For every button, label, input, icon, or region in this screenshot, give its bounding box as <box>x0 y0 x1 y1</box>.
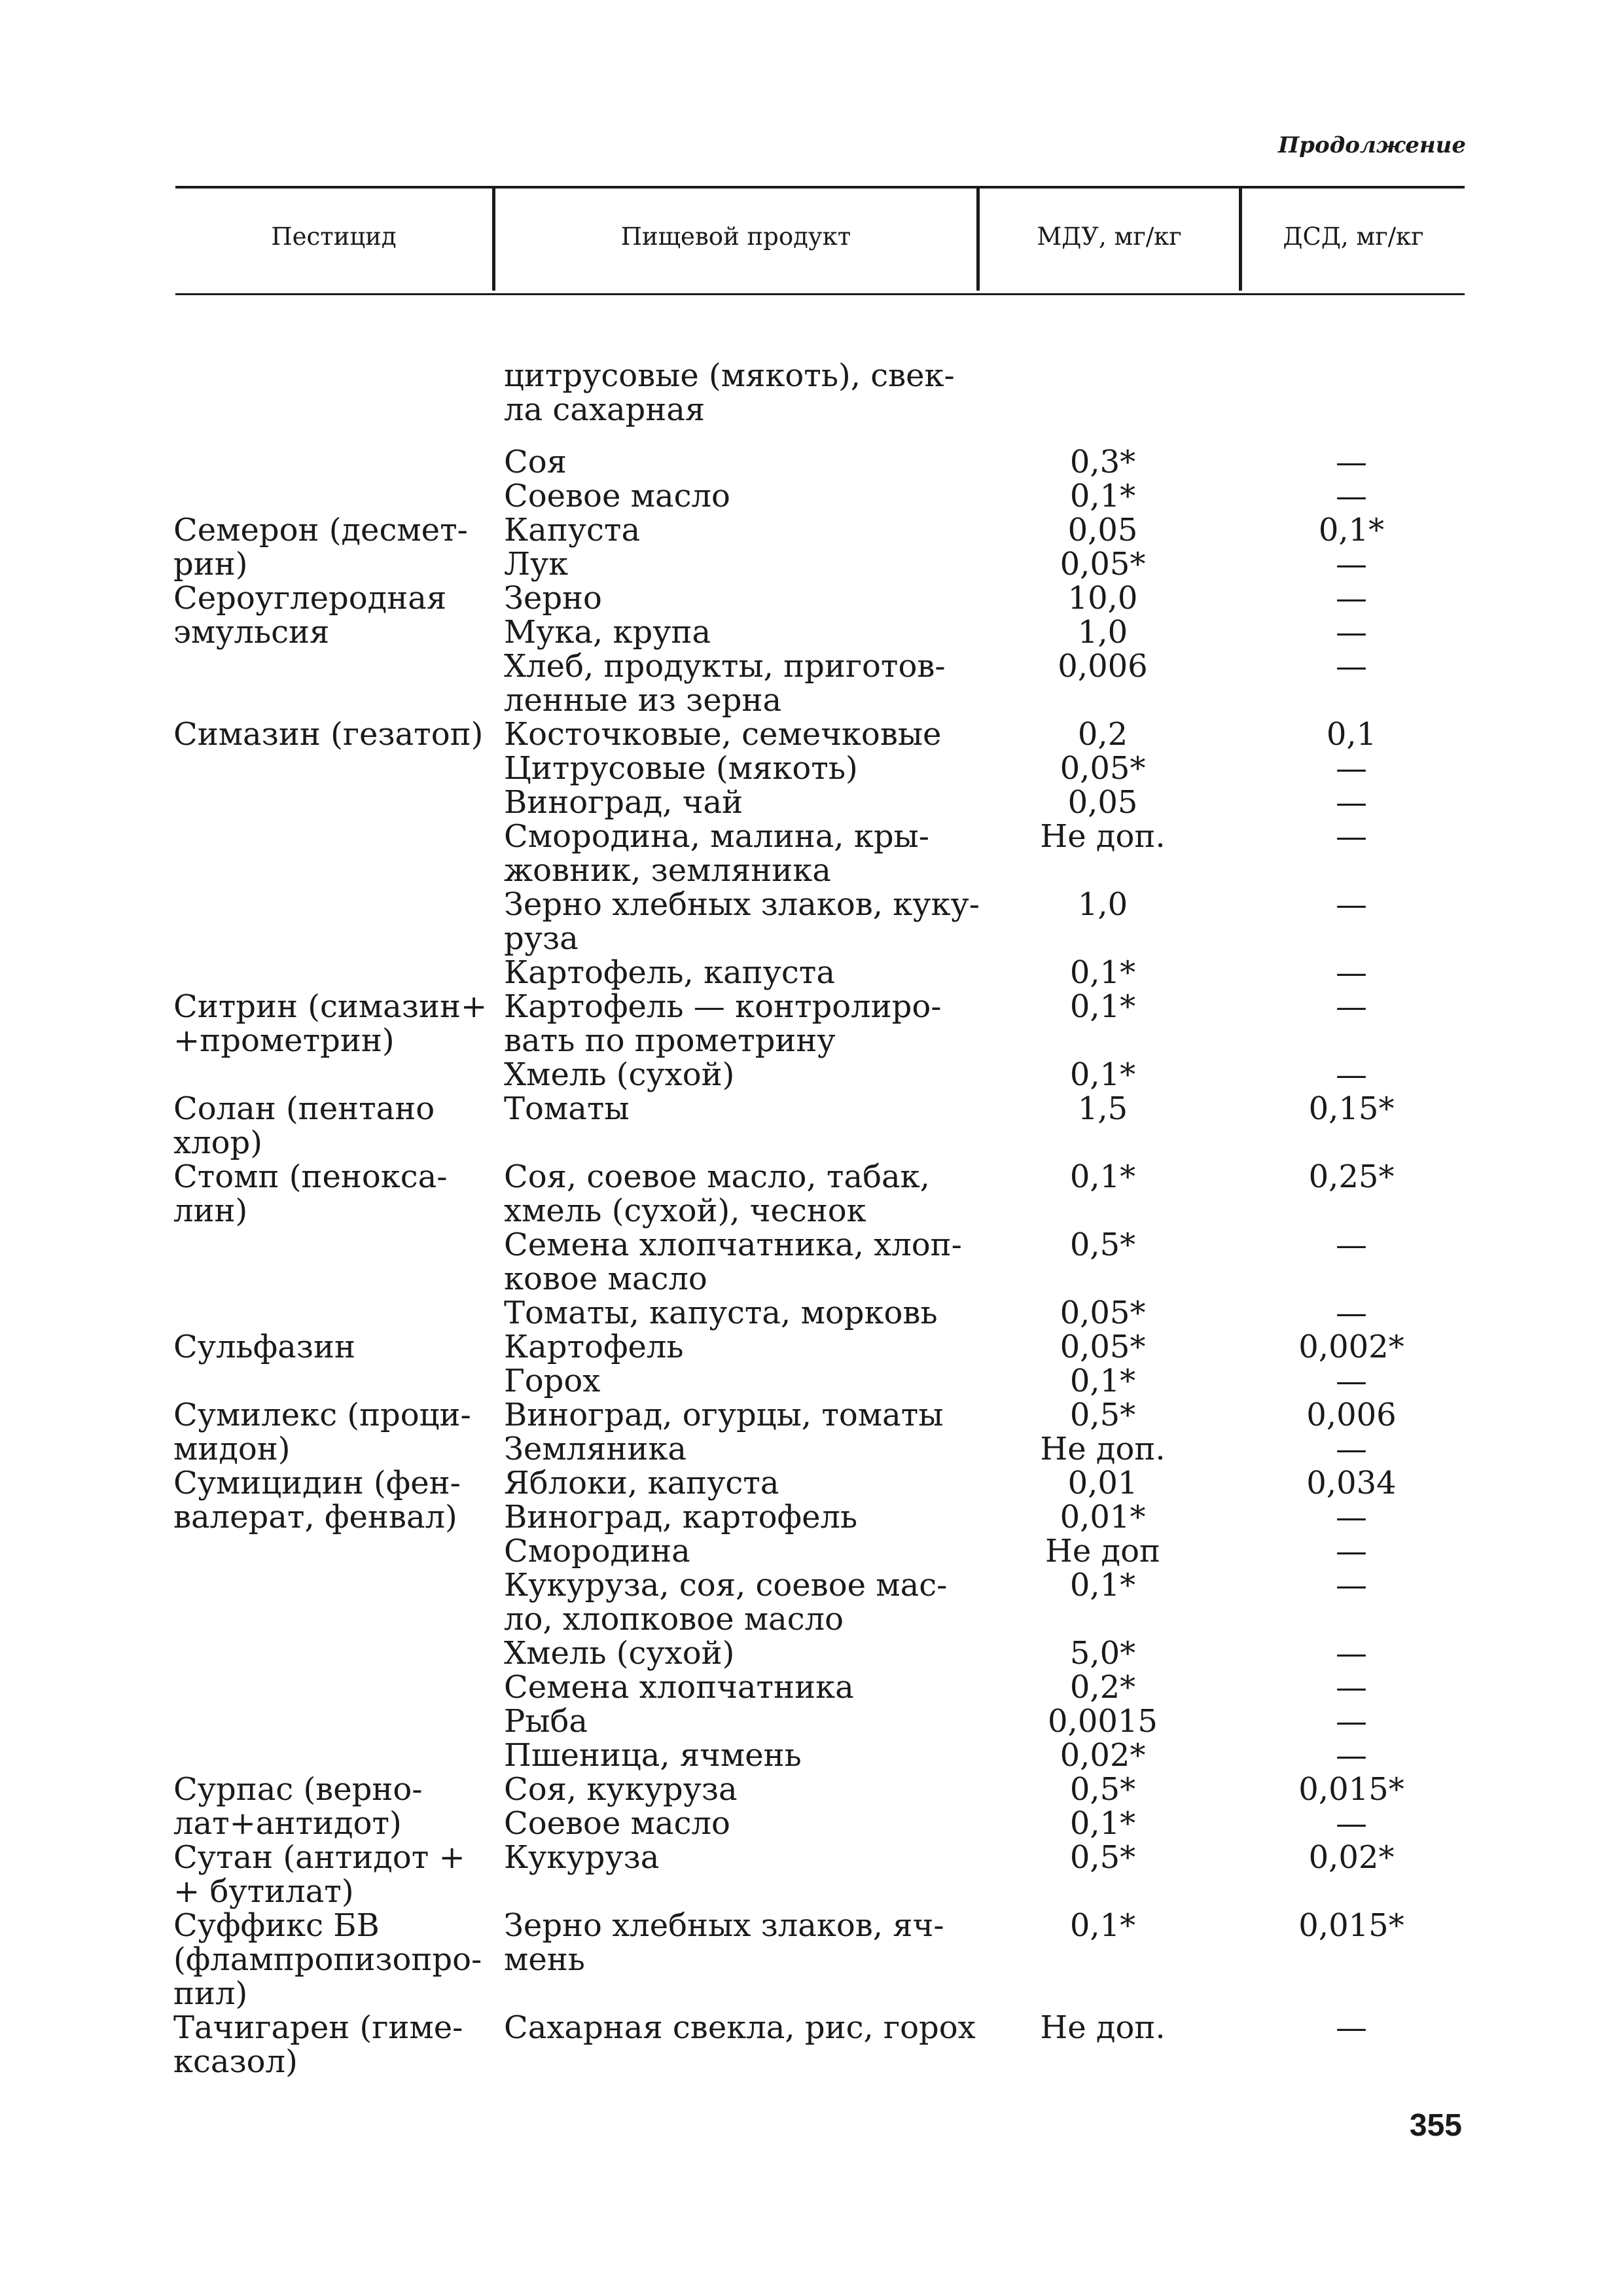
dsd-cell: — <box>1336 784 1367 821</box>
dsd-cell: 0,034 <box>1306 1465 1397 1501</box>
food-product-cell: Картофель, капуста <box>504 954 835 991</box>
mdu-cell: 0,05* <box>1060 1329 1146 1365</box>
dsd-cell: — <box>1336 1805 1367 1842</box>
mdu-cell: 0,01 <box>1067 1465 1138 1501</box>
food-product-cell: Кукуруза <box>504 1839 660 1876</box>
food-product-cell: Цитрусовые (мякоть) <box>504 750 858 787</box>
food-product-cell: Зерно <box>504 580 602 617</box>
dsd-cell: — <box>1336 444 1367 480</box>
food-product-cell: Соя, кукуруза <box>504 1771 738 1808</box>
pesticide-cell: Стомп (пенокса- лин) <box>173 1158 448 1229</box>
food-product-cell: Виноград, картофель <box>504 1499 858 1535</box>
mdu-cell: 0,05* <box>1060 1295 1146 1331</box>
pesticide-cell: Солан (пентано хлор) <box>173 1090 435 1161</box>
mdu-cell: Не доп <box>1045 1533 1160 1570</box>
dsd-cell: — <box>1336 1737 1367 1774</box>
food-product-cell: Яблоки, капуста <box>504 1465 779 1501</box>
pesticide-cell: Суффикс БВ (флампропизопро- пил) <box>173 1907 482 2012</box>
mdu-cell: 0,5* <box>1069 1839 1136 1876</box>
food-product-cell: Зерно хлебных злаков, яч- мень <box>504 1907 944 1978</box>
mdu-cell: Не доп. <box>1040 2009 1166 2046</box>
dsd-cell: — <box>1336 1533 1367 1570</box>
dsd-cell: 0,25* <box>1308 1158 1395 1195</box>
continuation-label: Продолжение <box>1278 132 1466 158</box>
dsd-cell: 0,02* <box>1308 1839 1395 1876</box>
dsd-cell: 0,15* <box>1308 1090 1395 1127</box>
header-mdu: МДУ, мг/кг <box>1037 223 1182 251</box>
pesticide-cell: Сурпас (верно- лат+антидот) <box>173 1771 423 1842</box>
food-product-cell: Соевое масло <box>504 478 730 514</box>
dsd-cell: — <box>1336 2009 1367 2046</box>
dsd-cell: — <box>1336 1499 1367 1535</box>
food-product-cell: Соя <box>504 444 567 480</box>
mdu-cell: 0,5* <box>1069 1397 1136 1433</box>
pesticide-cell: Сероуглеродная эмульсия <box>173 580 447 651</box>
food-product-cell: Капуста <box>504 512 641 548</box>
dsd-cell: — <box>1336 1635 1367 1672</box>
food-product-cell: Томаты <box>504 1090 630 1127</box>
mdu-cell: 0,0015 <box>1048 1703 1158 1740</box>
mdu-cell: 5,0* <box>1069 1635 1136 1672</box>
food-product-cell: Смородина, малина, кры- жовник, земляника <box>504 818 929 889</box>
pesticide-cell: Тачигарен (гиме- ксазол) <box>173 2009 463 2080</box>
dsd-cell: — <box>1336 1567 1367 1604</box>
food-product-cell: Виноград, огурцы, томаты <box>504 1397 944 1433</box>
food-product-cell: цитрусовые (мякоть), свек- ла сахарная <box>504 357 955 428</box>
mdu-cell: 1,0 <box>1077 886 1128 923</box>
food-product-cell: Косточковые, семечковые <box>504 716 942 753</box>
food-product-cell: Соя, соевое масло, табак, хмель (сухой), чеснок <box>504 1158 930 1229</box>
pesticide-cell: Сульфазин <box>173 1329 355 1365</box>
dsd-cell: — <box>1336 648 1367 685</box>
food-product-cell: Горох <box>504 1363 601 1399</box>
food-product-cell: Соевое масло <box>504 1805 730 1842</box>
page-number: 355 <box>1409 2108 1462 2143</box>
dsd-cell: — <box>1336 988 1367 1025</box>
mdu-cell: 10,0 <box>1067 580 1138 617</box>
mdu-cell: 0,006 <box>1058 648 1148 685</box>
dsd-cell: — <box>1336 818 1367 855</box>
dsd-cell: — <box>1336 478 1367 514</box>
mdu-cell: 0,05 <box>1067 512 1138 548</box>
mdu-cell: 0,05* <box>1060 750 1146 787</box>
mdu-cell: 0,2 <box>1077 716 1128 753</box>
mdu-cell: 0,05* <box>1060 546 1146 583</box>
food-product-cell: Земляника <box>504 1431 687 1467</box>
food-product-cell: Сахарная свекла, рис, горох <box>504 2009 976 2046</box>
table-top-rule <box>175 186 1465 188</box>
header-pesticide: Пестицид <box>271 223 397 251</box>
food-product-cell: Лук <box>504 546 569 583</box>
dsd-cell: — <box>1336 614 1367 651</box>
dsd-cell: — <box>1336 1227 1367 1263</box>
dsd-cell: — <box>1336 1703 1367 1740</box>
mdu-cell: 0,02* <box>1060 1737 1146 1774</box>
mdu-cell: Не доп. <box>1040 818 1166 855</box>
dsd-cell: 0,006 <box>1306 1397 1397 1433</box>
header-dsd: ДСД, мг/кг <box>1283 223 1424 251</box>
dsd-cell: 0,015* <box>1298 1907 1404 1944</box>
dsd-cell: — <box>1336 954 1367 991</box>
mdu-cell: 0,1* <box>1069 954 1136 991</box>
food-product-cell: Мука, крупа <box>504 614 711 651</box>
mdu-cell: 0,1* <box>1069 988 1136 1025</box>
mdu-cell: 0,1* <box>1069 1567 1136 1604</box>
food-product-cell: Семена хлопчатника, хлоп- ковое масло <box>504 1227 962 1297</box>
food-product-cell: Рыба <box>504 1703 588 1740</box>
dsd-cell: — <box>1336 1056 1367 1093</box>
table-header-rule <box>175 293 1465 295</box>
pesticide-cell: Семерон (десмет- рин) <box>173 512 468 583</box>
mdu-cell: 1,5 <box>1077 1090 1128 1127</box>
dsd-cell: — <box>1336 750 1367 787</box>
mdu-cell: 1,0 <box>1077 614 1128 651</box>
pesticide-cell: Ситрин (симазин+ +прометрин) <box>173 988 488 1059</box>
dsd-cell: — <box>1336 1431 1367 1467</box>
pesticide-cell: Симазин (гезатоп) <box>173 716 484 753</box>
dsd-cell: — <box>1336 1669 1367 1706</box>
dsd-cell: — <box>1336 886 1367 923</box>
pesticide-cell: Сумицидин (фен- валерат, фенвал) <box>173 1465 461 1535</box>
dsd-cell: — <box>1336 1295 1367 1331</box>
mdu-cell: 0,5* <box>1069 1771 1136 1808</box>
mdu-cell: 0,05 <box>1067 784 1138 821</box>
pesticide-cell: Сумилекс (проци- мидон) <box>173 1397 471 1467</box>
food-product-cell: Пшеница, ячмень <box>504 1737 802 1774</box>
mdu-cell: 0,3* <box>1069 444 1136 480</box>
mdu-cell: 0,01* <box>1060 1499 1146 1535</box>
header-food-product: Пищевой продукт <box>620 223 851 251</box>
mdu-cell: 0,1* <box>1069 1158 1136 1195</box>
dsd-cell: 0,015* <box>1298 1771 1404 1808</box>
food-product-cell: Картофель <box>504 1329 684 1365</box>
mdu-cell: 0,1* <box>1069 478 1136 514</box>
mdu-cell: 0,2* <box>1069 1669 1136 1706</box>
food-product-cell: Хмель (сухой) <box>504 1635 735 1672</box>
dsd-cell: 0,1 <box>1326 716 1377 753</box>
food-product-cell: Виноград, чай <box>504 784 743 821</box>
pesticide-cell: Сутан (антидот + + бутилат) <box>173 1839 465 1910</box>
mdu-cell: 0,1* <box>1069 1363 1136 1399</box>
dsd-cell: — <box>1336 1363 1367 1399</box>
mdu-cell: 0,1* <box>1069 1056 1136 1093</box>
mdu-cell: 0,1* <box>1069 1805 1136 1842</box>
mdu-cell: Не доп. <box>1040 1431 1166 1467</box>
mdu-cell: 0,5* <box>1069 1227 1136 1263</box>
dsd-cell: — <box>1336 546 1367 583</box>
food-product-cell: Семена хлопчатника <box>504 1669 854 1706</box>
food-product-cell: Смородина <box>504 1533 690 1570</box>
dsd-cell: — <box>1336 580 1367 617</box>
mdu-cell: 0,1* <box>1069 1907 1136 1944</box>
dsd-cell: 0,002* <box>1298 1329 1404 1365</box>
food-product-cell: Зерно хлебных злаков, куку- руза <box>504 886 980 957</box>
food-product-cell: Картофель — контролиро- вать по прометрину <box>504 988 942 1059</box>
food-product-cell: Хлеб, продукты, приготов- ленные из зерна <box>504 648 946 719</box>
food-product-cell: Кукуруза, соя, соевое мас- ло, хлопковое масло <box>504 1567 948 1638</box>
food-product-cell: Томаты, капуста, морковь <box>504 1295 938 1331</box>
food-product-cell: Хмель (сухой) <box>504 1056 735 1093</box>
dsd-cell: 0,1* <box>1318 512 1385 548</box>
